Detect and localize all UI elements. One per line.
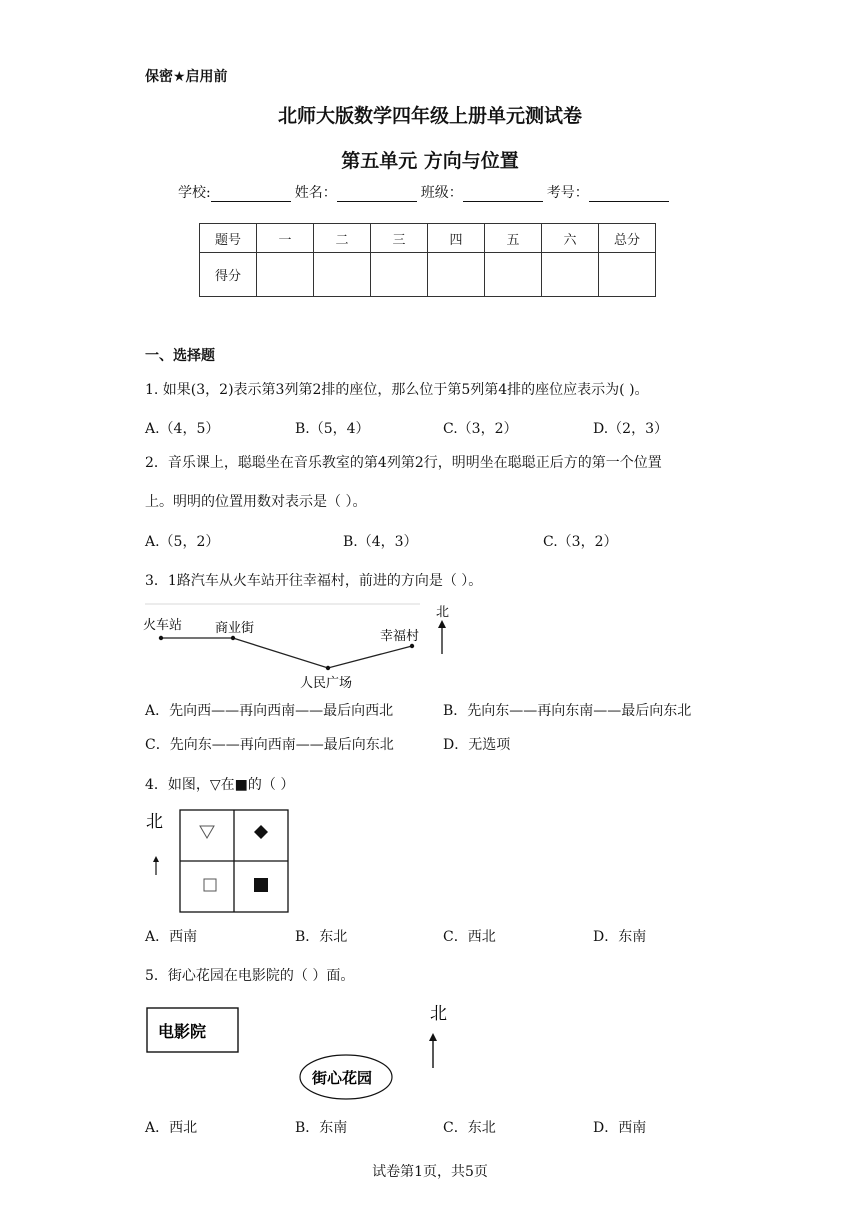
name-label: 姓名： [294,185,337,201]
score-header-cell: 六 [542,224,599,253]
map-label-station: 火车站 [143,618,183,633]
q1-option-a[interactable]: A.（4，5） [145,421,220,437]
north-label: 北 [430,1004,447,1024]
q3-option-b[interactable]: B．先向东——再向东南——最后向东北 [443,703,692,719]
north-label: 北 [146,812,163,832]
q3-option-c[interactable]: C．先向东——再向西南——最后向东北 [145,737,394,753]
question-2-line1: 2．音乐课上，聪聪坐在音乐教室的第4列第2行，明明坐在聪聪正后方的第一个位置 [145,455,662,471]
exam-no-field[interactable] [589,186,669,202]
score-header-cell: 二 [314,224,371,253]
page-title: 北师大版数学四年级上册单元测试卷 [277,105,582,127]
score-table-header-row [200,224,656,253]
north-arrowhead-icon [429,1033,437,1041]
class-field[interactable] [463,186,543,202]
hollow-square-icon [204,879,216,891]
map-label-square: 人民广场 [300,676,353,691]
page-footer: 试卷第1页，共5页 [372,1164,488,1180]
school-field[interactable] [211,186,291,202]
exam-no-label: 考号： [546,185,589,201]
score-header-cell: 五 [485,224,542,253]
q5-option-c[interactable]: C．东北 [443,1120,496,1136]
grid-figure [140,805,300,917]
score-cell[interactable] [599,253,656,297]
score-cell[interactable] [542,253,599,297]
cinema-label: 电影院 [158,1022,207,1041]
diamond-icon [254,825,268,839]
station-dot [159,636,163,640]
score-header-cell: 一 [257,224,314,253]
name-field[interactable] [337,186,417,202]
q4-option-d[interactable]: D．东南 [593,929,647,945]
question-4-text: 4．如图，▽在■的（ ） [145,777,295,793]
q2-option-b[interactable]: B.（4，3） [343,534,418,550]
confidential-mark: 保密★启用前 [145,69,228,85]
class-label: 班级： [420,185,463,201]
q1-option-d[interactable]: D.（2，3） [593,421,668,437]
map-label-village: 幸福村 [380,629,420,644]
q4-option-b[interactable]: B．东北 [295,929,348,945]
page-subtitle: 第五单元 方向与位置 [341,150,519,172]
score-header-cell: 三 [371,224,428,253]
question-3-text: 3．1路汽车从火车站开往幸福村，前进的方向是（ ）。 [145,573,483,589]
score-header-cell: 总分 [599,224,656,253]
q2-option-a[interactable]: A.（5，2） [145,534,220,550]
q1-option-b[interactable]: B.（5，4） [295,421,370,437]
question-1-text: 1. 如果(3，2)表示第3列第2排的座位，那么位于第5列第4排的座位应表示为( )。 [145,382,649,398]
question-5-text: 5．街心花园在电影院的（ ）面。 [145,968,355,984]
garden-label: 街心花园 [312,1069,373,1087]
bus-route-line [161,638,412,668]
shopping-street-dot [231,636,235,640]
bus-route-map [140,598,460,694]
q5-option-d[interactable]: D．西南 [593,1120,647,1136]
score-table-score-row [200,253,656,297]
filled-square-icon [254,878,268,892]
q1-option-c[interactable]: C.（3，2） [443,421,518,437]
score-header-cell: 四 [428,224,485,253]
score-cell[interactable] [428,253,485,297]
cinema-garden-map [140,1000,460,1106]
student-info-row [178,182,673,202]
north-arrowhead-icon [153,856,159,862]
map-label-shopping-street: 商业街 [215,621,255,636]
score-cell[interactable] [371,253,428,297]
score-cell[interactable] [485,253,542,297]
question-2-line2: 上。明明的位置用数对表示是（ ）。 [145,494,367,510]
q4-option-c[interactable]: C．西北 [443,929,496,945]
q2-option-c[interactable]: C.（3，2） [543,534,618,550]
section-title: 一、选择题 [145,348,215,364]
score-cell[interactable] [257,253,314,297]
school-label: 学校: [178,185,211,201]
q3-option-d[interactable]: D．无选项 [443,737,511,753]
north-arrowhead-icon [438,620,446,628]
village-dot [410,644,414,648]
score-cell[interactable] [314,253,371,297]
q3-option-a[interactable]: A．先向西——再向西南——最后向西北 [145,703,394,719]
q5-option-b[interactable]: B．东南 [295,1120,348,1136]
square-dot [326,666,330,670]
north-label: 北 [436,605,450,620]
down-triangle-icon [200,826,214,838]
score-table [199,223,656,297]
score-row-label: 得分 [200,253,257,297]
score-header-cell: 题号 [200,224,257,253]
q5-option-a[interactable]: A．西北 [145,1120,198,1136]
q4-option-a[interactable]: A．西南 [145,929,198,945]
